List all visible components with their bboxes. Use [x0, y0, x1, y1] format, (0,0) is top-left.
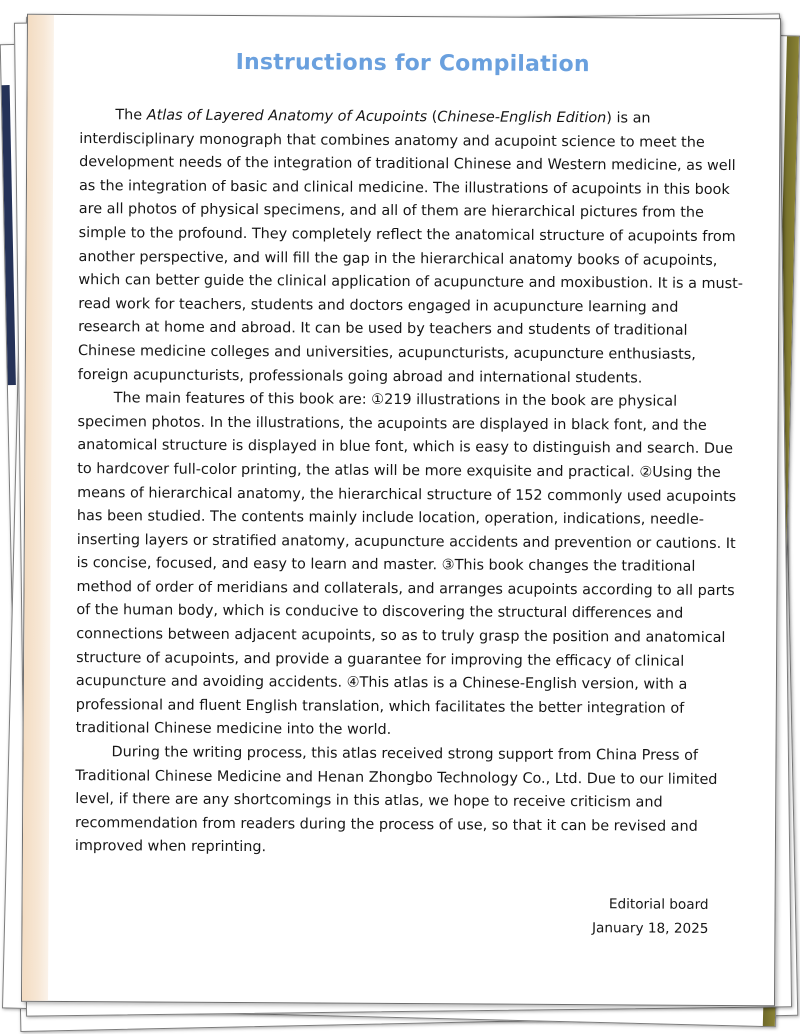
intro-middle: ( [427, 109, 438, 126]
signature-block [74, 889, 740, 941]
page-title: Instructions for Compilation [235, 49, 590, 78]
book-title: Atlas of Layered Anatomy of Acupoints [146, 107, 428, 126]
page-binding-edge [22, 15, 54, 1001]
intro-paragraph [78, 104, 746, 391]
page-content [74, 49, 745, 941]
intro-rest: ) is an interdisciplinary monograph that combines anatomy and acupoint science to meet the development needs of the integration of traditional Chinese and Western medicine, as well as the integration of basic and clinical medicine. The illustrations of acupoints in this book are all photos of physical specimens, and all of them are hierarchical pictures from the simple to the profound. They completely reflect the anatomical structure of acupoints from another perspective, and will fill the gap in the hierarchical anatomy books of acupoints, which can better guide the clinical application of acupuncture and moxibustion. It is a must-read work for teachers, students and doctors engaged in acupuncture learning and research at home and abroad. It can be used by teachers and students of traditional Chinese medicine colleges and universities, acupuncturists, acupuncture enthusiasts, foreign acupuncturists, professionals going abroad and international students. [77, 110, 744, 387]
signature-date: January 18, 2025 [592, 920, 709, 937]
intro-prefix: The [115, 107, 147, 124]
signature-author: Editorial board [608, 896, 709, 913]
features-paragraph: The main features of this book are: ①219 illustrations in the book are physical specimen photos. In the illustrations, the acupoints are displayed in black font, and the anatomical structure is displayed in blue font, which is easy to distinguish and search. Due to hardcover full-color printing, the atlas will be more exquisite and practical. ②Using the means of hierarchical anatomy, the hierarchical structure of 152 commonly used acupoints has been studied. The contents mainly include location, operation, indications, needle-inserting layers or stratified anatomy, acupuncture accidents and prevention or cautions. It is concise, focused, and easy to learn and master. ③This book changes the traditional method of order of meridians and collaterals, and arranges acupoints according to all parts of the human body, which is conducive to discovering the structural differences and connections between adjacent acupoints, so as to truly grasp the position and anatomical structure of acupoints, and provide a guarantee for improving the efficacy of clinical acupuncture and avoiding accidents. ④This atlas is a Chinese-English version, with a professional and fluent English translation, which facilitates the better integration of traditional Chinese medicine into the world. [75, 390, 737, 739]
sheet-edge-dark [2, 85, 16, 385]
edition-name: Chinese-English Edition [437, 109, 607, 127]
closing-paragraph: During the writing process, this atlas received strong support from China Press of Traditional Chinese Medicine and Henan Zhongbo Technology Co., Ltd. Due to our limited level, if there are any shortcomings in this atlas, we hope to receive criticism and recommendation from readers during the process of use, so that it can be revised and improved when reprinting. [74, 744, 718, 856]
document-page [21, 14, 781, 1007]
